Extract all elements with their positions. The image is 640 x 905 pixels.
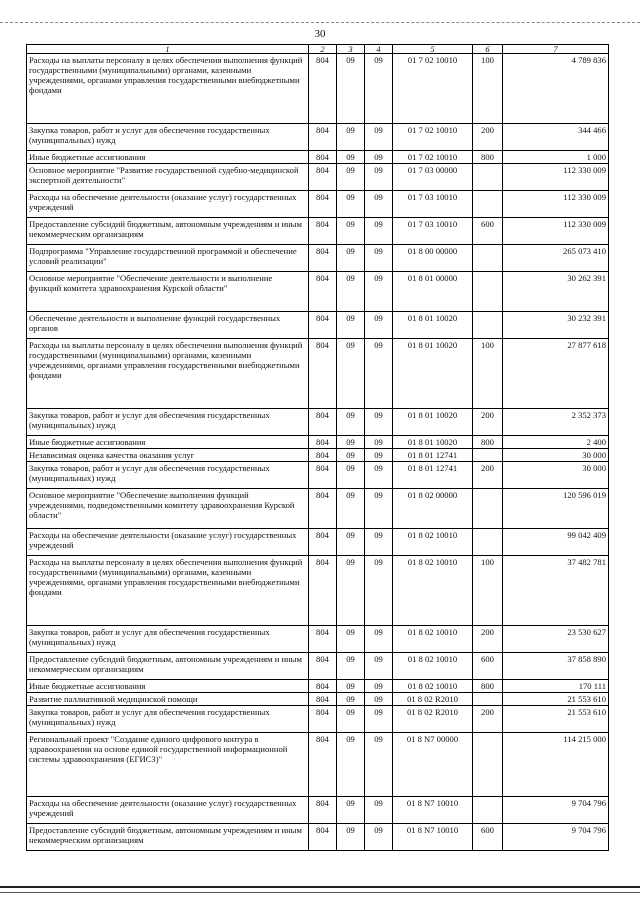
table-row [27, 245, 609, 272]
row-cell-c7: 99 042 409 [503, 529, 609, 556]
row-cell-c5: 01 7 02 10010 [393, 54, 473, 124]
row-cell-c7: 37 482 781 [503, 556, 609, 626]
row-description: Расходы на обеспечение деятельности (оказание услуг) государственных учреждений [27, 797, 309, 824]
table-row [27, 653, 609, 680]
row-cell-c2: 804 [309, 54, 337, 124]
row-cell-c4: 09 [365, 462, 393, 489]
table-row [27, 626, 609, 653]
row-cell-c2: 804 [309, 191, 337, 218]
row-description: Развитие паллиативной медицинской помощи [27, 693, 309, 706]
row-cell-c3: 09 [337, 626, 365, 653]
row-cell-c5: 01 8 01 10020 [393, 436, 473, 449]
table-row [27, 797, 609, 824]
row-description: Обеспечение деятельности и выполнение функций государственных органов [27, 312, 309, 339]
row-cell-c6 [473, 164, 503, 191]
row-cell-c2: 804 [309, 529, 337, 556]
table-row [27, 191, 609, 218]
row-cell-c5: 01 8 02 R2010 [393, 693, 473, 706]
row-cell-c3: 09 [337, 272, 365, 312]
row-cell-c3: 09 [337, 706, 365, 733]
row-cell-c2: 804 [309, 797, 337, 824]
row-cell-c2: 804 [309, 272, 337, 312]
row-cell-c6 [473, 272, 503, 312]
row-cell-c4: 09 [365, 824, 393, 851]
row-cell-c6 [473, 693, 503, 706]
row-cell-c7: 4 789 836 [503, 54, 609, 124]
row-cell-c4: 09 [365, 693, 393, 706]
row-cell-c7: 37 858 890 [503, 653, 609, 680]
table-row [27, 462, 609, 489]
page-top-rule [0, 22, 640, 23]
row-cell-c7: 112 330 009 [503, 164, 609, 191]
row-cell-c7: 23 530 627 [503, 626, 609, 653]
row-cell-c5: 01 7 03 10010 [393, 191, 473, 218]
column-number: 7 [503, 45, 609, 54]
row-cell-c3: 09 [337, 54, 365, 124]
table-row [27, 409, 609, 436]
row-cell-c3: 09 [337, 449, 365, 462]
row-cell-c3: 09 [337, 124, 365, 151]
row-cell-c4: 09 [365, 245, 393, 272]
row-cell-c5: 01 8 02 10010 [393, 680, 473, 693]
row-cell-c4: 09 [365, 272, 393, 312]
row-cell-c7: 21 553 610 [503, 693, 609, 706]
row-cell-c2: 804 [309, 449, 337, 462]
row-cell-c6 [473, 191, 503, 218]
row-cell-c7: 30 000 [503, 449, 609, 462]
row-cell-c6: 200 [473, 124, 503, 151]
row-cell-c7: 344 466 [503, 124, 609, 151]
row-description: Закупка товаров, работ и услуг для обеспечения государственных (муниципальных) нужд [27, 626, 309, 653]
row-description: Закупка товаров, работ и услуг для обеспечения государственных (муниципальных) нужд [27, 409, 309, 436]
row-cell-c4: 09 [365, 409, 393, 436]
row-description: Закупка товаров, работ и услуг для обеспечения государственных (муниципальных) нужд [27, 706, 309, 733]
row-cell-c2: 804 [309, 245, 337, 272]
row-cell-c7: 120 596 019 [503, 489, 609, 529]
row-cell-c3: 09 [337, 797, 365, 824]
row-cell-c2: 804 [309, 706, 337, 733]
row-cell-c4: 09 [365, 54, 393, 124]
column-number: 4 [365, 45, 393, 54]
row-cell-c4: 09 [365, 191, 393, 218]
column-number: 5 [393, 45, 473, 54]
table-row [27, 556, 609, 626]
row-cell-c2: 804 [309, 164, 337, 191]
row-cell-c7: 30 000 [503, 462, 609, 489]
row-cell-c5: 01 8 01 12741 [393, 462, 473, 489]
row-description: Расходы на обеспечение деятельности (оказание услуг) государственных учреждений [27, 529, 309, 556]
row-cell-c5: 01 8 N7 10010 [393, 824, 473, 851]
column-number: 6 [473, 45, 503, 54]
row-cell-c4: 09 [365, 436, 393, 449]
row-cell-c5: 01 7 03 00000 [393, 164, 473, 191]
row-cell-c7: 2 400 [503, 436, 609, 449]
row-description: Расходы на обеспечение деятельности (оказание услуг) государственных учреждений [27, 191, 309, 218]
table-row [27, 680, 609, 693]
row-cell-c3: 09 [337, 529, 365, 556]
row-cell-c6: 600 [473, 653, 503, 680]
row-cell-c3: 09 [337, 824, 365, 851]
row-cell-c6: 100 [473, 339, 503, 409]
row-cell-c4: 09 [365, 449, 393, 462]
row-description: Предоставление субсидий бюджетным, автономным учреждениям и иным некоммерческим организациям [27, 218, 309, 245]
row-cell-c3: 09 [337, 462, 365, 489]
row-cell-c4: 09 [365, 680, 393, 693]
page-number: 30 [314, 28, 326, 40]
row-description: Расходы на выплаты персоналу в целях обеспечения выполнения функций государственными (муниципальными) органами, казенными учреждениями, органами управления государственными внебюджетными фондами [27, 556, 309, 626]
row-description: Расходы на выплаты персоналу в целях обеспечения выполнения функций государственными (муниципальными) органами, казенными учреждениями, органами управления государственными внебюджетными фондами [27, 339, 309, 409]
row-cell-c2: 804 [309, 824, 337, 851]
row-cell-c5: 01 8 02 10010 [393, 626, 473, 653]
row-cell-c7: 9 704 796 [503, 797, 609, 824]
row-cell-c2: 804 [309, 680, 337, 693]
row-cell-c6: 200 [473, 409, 503, 436]
row-cell-c7: 114 215 000 [503, 733, 609, 797]
row-cell-c2: 804 [309, 409, 337, 436]
row-cell-c3: 09 [337, 164, 365, 191]
row-cell-c7: 265 073 410 [503, 245, 609, 272]
table-row [27, 706, 609, 733]
row-cell-c4: 09 [365, 151, 393, 164]
row-cell-c5: 01 8 00 00000 [393, 245, 473, 272]
column-number: 3 [337, 45, 365, 54]
row-cell-c6 [473, 489, 503, 529]
row-cell-c5: 01 8 02 00000 [393, 489, 473, 529]
page-bottom-rule-thin [0, 892, 640, 893]
row-cell-c6: 800 [473, 436, 503, 449]
row-description: Подпрограмма "Управление государственной программой и обеспечение условий реализации" [27, 245, 309, 272]
row-description: Региональный проект "Создание единого цифрового контура в здравоохранении на основе единой государственной информационной системы здравоохранения (ЕГИСЗ)" [27, 733, 309, 797]
row-cell-c4: 09 [365, 626, 393, 653]
column-number: 1 [27, 45, 309, 54]
row-description: Основное мероприятие "Обеспечение деятельности и выполнение функций комитета здравоохранения Курской области" [27, 272, 309, 312]
column-number: 2 [309, 45, 337, 54]
budget-table [26, 44, 609, 851]
row-cell-c7: 2 352 373 [503, 409, 609, 436]
table-row [27, 339, 609, 409]
row-cell-c5: 01 8 01 10020 [393, 339, 473, 409]
row-description: Основное мероприятие "Обеспечение выполнения функций учреждениями, подведомственными комитету здравоохранения Курской области" [27, 489, 309, 529]
row-cell-c3: 09 [337, 151, 365, 164]
table-row [27, 733, 609, 797]
row-cell-c5: 01 8 N7 10010 [393, 797, 473, 824]
table-row [27, 489, 609, 529]
row-cell-c5: 01 8 02 10010 [393, 653, 473, 680]
row-cell-c7: 21 553 610 [503, 706, 609, 733]
row-cell-c7: 1 000 [503, 151, 609, 164]
row-cell-c6: 100 [473, 556, 503, 626]
table-row [27, 824, 609, 851]
row-cell-c5: 01 8 02 10010 [393, 556, 473, 626]
row-cell-c4: 09 [365, 164, 393, 191]
row-cell-c6: 200 [473, 626, 503, 653]
row-cell-c4: 09 [365, 339, 393, 409]
row-cell-c5: 01 8 01 00000 [393, 272, 473, 312]
row-cell-c6: 200 [473, 462, 503, 489]
row-cell-c4: 09 [365, 529, 393, 556]
row-cell-c3: 09 [337, 556, 365, 626]
row-cell-c6 [473, 529, 503, 556]
column-number-row [27, 45, 609, 54]
row-cell-c2: 804 [309, 556, 337, 626]
row-description: Закупка товаров, работ и услуг для обеспечения государственных (муниципальных) нужд [27, 462, 309, 489]
row-cell-c2: 804 [309, 626, 337, 653]
row-cell-c5: 01 8 01 10020 [393, 312, 473, 339]
page-bottom-rule [0, 886, 640, 888]
row-cell-c3: 09 [337, 733, 365, 797]
table-row [27, 164, 609, 191]
row-cell-c6: 600 [473, 824, 503, 851]
row-cell-c6 [473, 733, 503, 797]
row-cell-c6: 100 [473, 54, 503, 124]
row-cell-c5: 01 8 02 R2010 [393, 706, 473, 733]
row-cell-c5: 01 8 N7 00000 [393, 733, 473, 797]
row-cell-c7: 27 877 618 [503, 339, 609, 409]
row-cell-c5: 01 8 02 10010 [393, 529, 473, 556]
row-cell-c4: 09 [365, 489, 393, 529]
row-cell-c6 [473, 245, 503, 272]
table-row [27, 436, 609, 449]
row-description: Основное мероприятие "Развитие государственной судебно-медицинской экспертной деятельности" [27, 164, 309, 191]
row-cell-c4: 09 [365, 797, 393, 824]
row-cell-c7: 9 704 796 [503, 824, 609, 851]
row-cell-c7: 30 262 391 [503, 272, 609, 312]
row-cell-c7: 170 111 [503, 680, 609, 693]
table-row [27, 218, 609, 245]
row-cell-c2: 804 [309, 653, 337, 680]
row-cell-c5: 01 7 02 10010 [393, 151, 473, 164]
row-cell-c3: 09 [337, 693, 365, 706]
table-row [27, 124, 609, 151]
row-description: Предоставление субсидий бюджетным, автономным учреждениям и иным некоммерческим организациям [27, 824, 309, 851]
row-cell-c4: 09 [365, 706, 393, 733]
row-cell-c2: 804 [309, 436, 337, 449]
table-row [27, 693, 609, 706]
row-cell-c3: 09 [337, 191, 365, 218]
row-cell-c2: 804 [309, 693, 337, 706]
row-cell-c4: 09 [365, 218, 393, 245]
row-cell-c2: 804 [309, 733, 337, 797]
row-cell-c4: 09 [365, 556, 393, 626]
row-cell-c7: 30 232 391 [503, 312, 609, 339]
row-cell-c3: 09 [337, 436, 365, 449]
row-cell-c5: 01 7 03 10010 [393, 218, 473, 245]
row-cell-c2: 804 [309, 151, 337, 164]
row-description: Иные бюджетные ассигнования [27, 151, 309, 164]
table-row [27, 312, 609, 339]
table-row [27, 54, 609, 124]
row-cell-c2: 804 [309, 339, 337, 409]
row-cell-c3: 09 [337, 339, 365, 409]
row-cell-c5: 01 7 02 10010 [393, 124, 473, 151]
table-row [27, 151, 609, 164]
row-description: Иные бюджетные ассигнования [27, 436, 309, 449]
row-description: Закупка товаров, работ и услуг для обеспечения государственных (муниципальных) нужд [27, 124, 309, 151]
row-cell-c2: 804 [309, 312, 337, 339]
row-cell-c4: 09 [365, 124, 393, 151]
table-row [27, 272, 609, 312]
row-description: Предоставление субсидий бюджетным, автономным учреждениям и иным некоммерческим организациям [27, 653, 309, 680]
row-cell-c6: 800 [473, 151, 503, 164]
table-row [27, 449, 609, 462]
row-cell-c7: 112 330 009 [503, 218, 609, 245]
row-cell-c6 [473, 797, 503, 824]
row-cell-c2: 804 [309, 462, 337, 489]
row-cell-c7: 112 330 009 [503, 191, 609, 218]
row-cell-c3: 09 [337, 245, 365, 272]
table-row [27, 529, 609, 556]
row-cell-c2: 804 [309, 489, 337, 529]
row-cell-c6: 200 [473, 706, 503, 733]
row-cell-c2: 804 [309, 124, 337, 151]
row-cell-c4: 09 [365, 733, 393, 797]
row-cell-c4: 09 [365, 312, 393, 339]
row-cell-c5: 01 8 01 10020 [393, 409, 473, 436]
row-cell-c3: 09 [337, 653, 365, 680]
row-cell-c6: 600 [473, 218, 503, 245]
row-cell-c5: 01 8 01 12741 [393, 449, 473, 462]
row-cell-c2: 804 [309, 218, 337, 245]
row-cell-c6: 800 [473, 680, 503, 693]
row-description: Независимая оценка качества оказания услуг [27, 449, 309, 462]
row-description: Расходы на выплаты персоналу в целях обеспечения выполнения функций государственными (муниципальными) органами, казенными учреждениями, органами управления государственными внебюджетными фондами [27, 54, 309, 124]
row-cell-c3: 09 [337, 680, 365, 693]
row-cell-c3: 09 [337, 218, 365, 245]
row-cell-c4: 09 [365, 653, 393, 680]
row-cell-c6 [473, 449, 503, 462]
row-description: Иные бюджетные ассигнования [27, 680, 309, 693]
row-cell-c3: 09 [337, 312, 365, 339]
row-cell-c6 [473, 312, 503, 339]
row-cell-c3: 09 [337, 489, 365, 529]
row-cell-c3: 09 [337, 409, 365, 436]
